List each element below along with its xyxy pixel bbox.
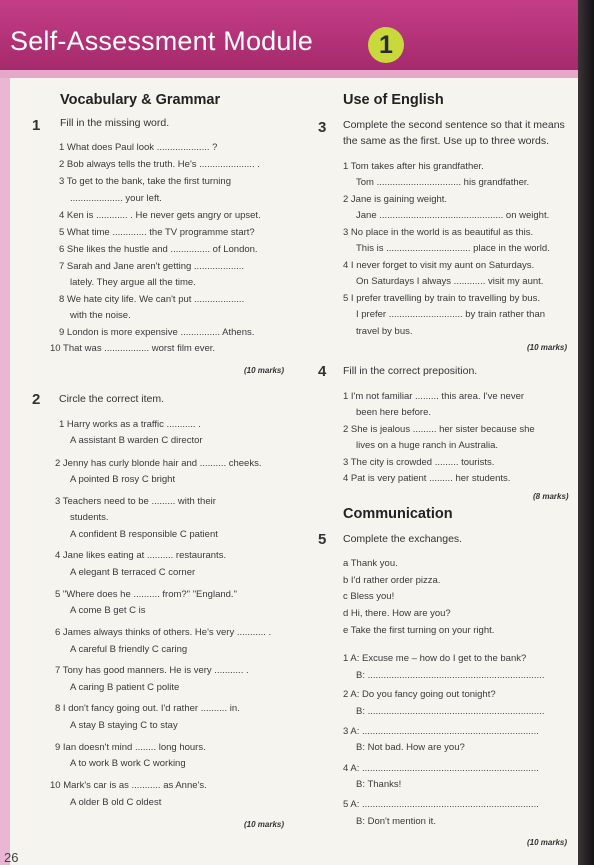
ex3-answer-line: I prefer ............................ by train rather than — [356, 309, 546, 320]
ex3-line: 3 No place in the world is as beautiful as this. — [343, 227, 534, 238]
ex4-line: 2 She is jealous ......... her sister because she — [343, 424, 535, 435]
page-left-edge — [0, 78, 10, 865]
communication-heading: Communication — [343, 506, 453, 522]
vocab-grammar-heading: Vocabulary & Grammar — [60, 92, 221, 108]
ex1-line: .................... your left. — [70, 193, 162, 204]
ex5-exchange: 3 A: ................................................................... — [343, 726, 539, 737]
ex4-number: 4 — [318, 363, 327, 380]
ex1-line: 2 Bob always tells the truth. He's ..................... . — [59, 159, 260, 170]
ex2-line: 4 Jane likes eating at .......... restaurants. — [55, 550, 227, 561]
ex3-instruction-line1: Complete the second sentence so that it means — [343, 119, 565, 131]
ex3-answer-line: travel by bus. — [356, 326, 413, 337]
ex2-line: 8 I don't fancy going out. I'd rather .......... in. — [55, 703, 240, 714]
ex1-line: 4 Ken is ............ . He never gets angry or upset. — [59, 210, 261, 221]
ex5-option: d Hi, there. How are you? — [343, 608, 451, 619]
ex5-exchange: 1 A: Excuse me – how do I get to the bank? — [343, 653, 527, 664]
ex3-instruction-line2: the same as the first. Use up to three words. — [343, 135, 550, 147]
ex4-line: 1 I'm not familiar ......... this area. I've never — [343, 391, 525, 402]
ex2-line: 6 James always thinks of others. He's very ........... . — [55, 627, 272, 638]
module-number-badge: 1 — [368, 27, 404, 63]
ex2-options: A caring B patient C polite — [70, 682, 180, 693]
header-stripe — [0, 70, 578, 78]
ex1-line: 6 She likes the hustle and ............... of London. — [59, 244, 258, 255]
ex1-line: 7 Sarah and Jane aren't getting ................... — [59, 261, 245, 272]
ex2-options: A come B get C is — [70, 605, 146, 616]
module-header — [0, 0, 578, 70]
ex4-line: 3 The city is crowded ......... tourists. — [343, 457, 495, 468]
ex3-answer-line: Jane ............................................... on weight. — [356, 210, 550, 221]
ex5-exchange: B: ................................................................... — [356, 670, 545, 681]
ex2-line: 7 Tony has good manners. He is very ........... . — [55, 665, 249, 676]
ex5-exchange: B: Not bad. How are you? — [356, 742, 465, 753]
ex5-instruction: Complete the exchanges. — [343, 533, 463, 545]
ex1-line: 5 What time ............. the TV programme start? — [59, 227, 255, 238]
ex1-line: 1 What does Paul look .................... ? — [59, 142, 218, 153]
ex2-options: A to work B work C working — [70, 758, 186, 769]
ex2-instruction: Circle the correct item. — [59, 393, 165, 405]
ex2-line: students. — [70, 512, 109, 523]
ex1-line: 8 We hate city life. We can't put ................... — [59, 294, 245, 305]
module-title: Self-Assessment Module — [10, 26, 314, 56]
ex2-options: A pointed B rosy C bright — [70, 474, 176, 485]
ex5-exchange: B: Don't mention it. — [356, 816, 436, 827]
ex1-line: 9 London is more expensive ............... Athens. — [59, 327, 255, 338]
ex4-instruction: Fill in the correct preposition. — [343, 365, 478, 377]
ex4-line: 4 Pat is very patient ......... her students. — [343, 473, 511, 484]
ex5-exchange: B: Thanks! — [356, 779, 402, 790]
ex3-number: 3 — [318, 119, 327, 136]
ex2-options: A elegant B terraced C corner — [70, 567, 196, 578]
ex2-options: A older B old C oldest — [70, 797, 162, 808]
ex2-line: 10 Mark's car is as ........... as Anne's. — [50, 780, 207, 791]
ex3-line: 4 I never forget to visit my aunt on Saturdays. — [343, 260, 535, 271]
ex1-line: lately. They argue all the time. — [70, 277, 196, 288]
ex4-line: lives on a huge ranch in Australia. — [356, 440, 499, 451]
ex2-line: 5 "Where does he .......... from?" "England." — [55, 589, 237, 600]
ex2-options: A assistant B warden C director — [70, 435, 203, 446]
ex5-option: a Thank you. — [343, 558, 398, 569]
ex5-exchange: B: ................................................................... — [356, 706, 545, 717]
ex3-answer-line: On Saturdays I always ............ visit my aunt. — [356, 276, 544, 287]
ex2-number: 2 — [32, 391, 41, 408]
ex4-marks: (8 marks) — [533, 492, 569, 501]
ex3-answer-line: Tom ................................ his grandfather. — [356, 177, 530, 188]
ex3-line: 5 I prefer travelling by train to travelling by bus. — [343, 293, 540, 304]
ex3-marks: (10 marks) — [527, 343, 568, 352]
use-of-english-heading: Use of English — [343, 92, 444, 108]
ex1-instruction: Fill in the missing word. — [60, 117, 170, 129]
ex2-line: 3 Teachers need to be ......... with their — [55, 496, 216, 507]
ex2-marks: (10 marks) — [244, 820, 285, 829]
ex4-line: been here before. — [356, 407, 432, 418]
ex5-exchange: 2 A: Do you fancy going out tonight? — [343, 689, 496, 700]
ex5-option: b I'd rather order pizza. — [343, 575, 441, 586]
ex1-number: 1 — [32, 117, 41, 134]
ex3-line: 1 Tom takes after his grandfather. — [343, 161, 484, 172]
ex5-number: 5 — [318, 531, 327, 548]
ex1-marks: (10 marks) — [244, 366, 285, 375]
ex1-line: 10 That was ................. worst film ever. — [50, 343, 216, 354]
ex2-line: 2 Jenny has curly blonde hair and .......... cheeks. — [55, 458, 262, 469]
ex5-exchange: 4 A: ................................................................... — [343, 763, 539, 774]
ex2-options: A stay B staying C to stay — [70, 720, 178, 731]
ex1-line: with the noise. — [70, 310, 131, 321]
ex2-options: A careful B friendly C caring — [70, 644, 188, 655]
book-spine-shadow — [578, 0, 594, 865]
ex5-exchange: 5 A: ................................................................... — [343, 799, 539, 810]
ex2-line: 9 Ian doesn't mind ........ long hours. — [55, 742, 206, 753]
ex1-line: 3 To get to the bank, take the first turning — [59, 176, 231, 187]
page-number: 26 — [4, 850, 19, 865]
ex3-answer-line: This is ................................ place in the world. — [356, 243, 550, 254]
ex3-line: 2 Jane is gaining weight. — [343, 194, 448, 205]
ex2-options: A confident B responsible C patient — [70, 529, 218, 540]
ex2-line: 1 Harry works as a traffic ........... . — [59, 419, 201, 430]
ex5-option: e Take the first turning on your right. — [343, 625, 495, 636]
ex5-marks: (10 marks) — [527, 838, 568, 847]
ex5-option: c Bless you! — [343, 591, 395, 602]
